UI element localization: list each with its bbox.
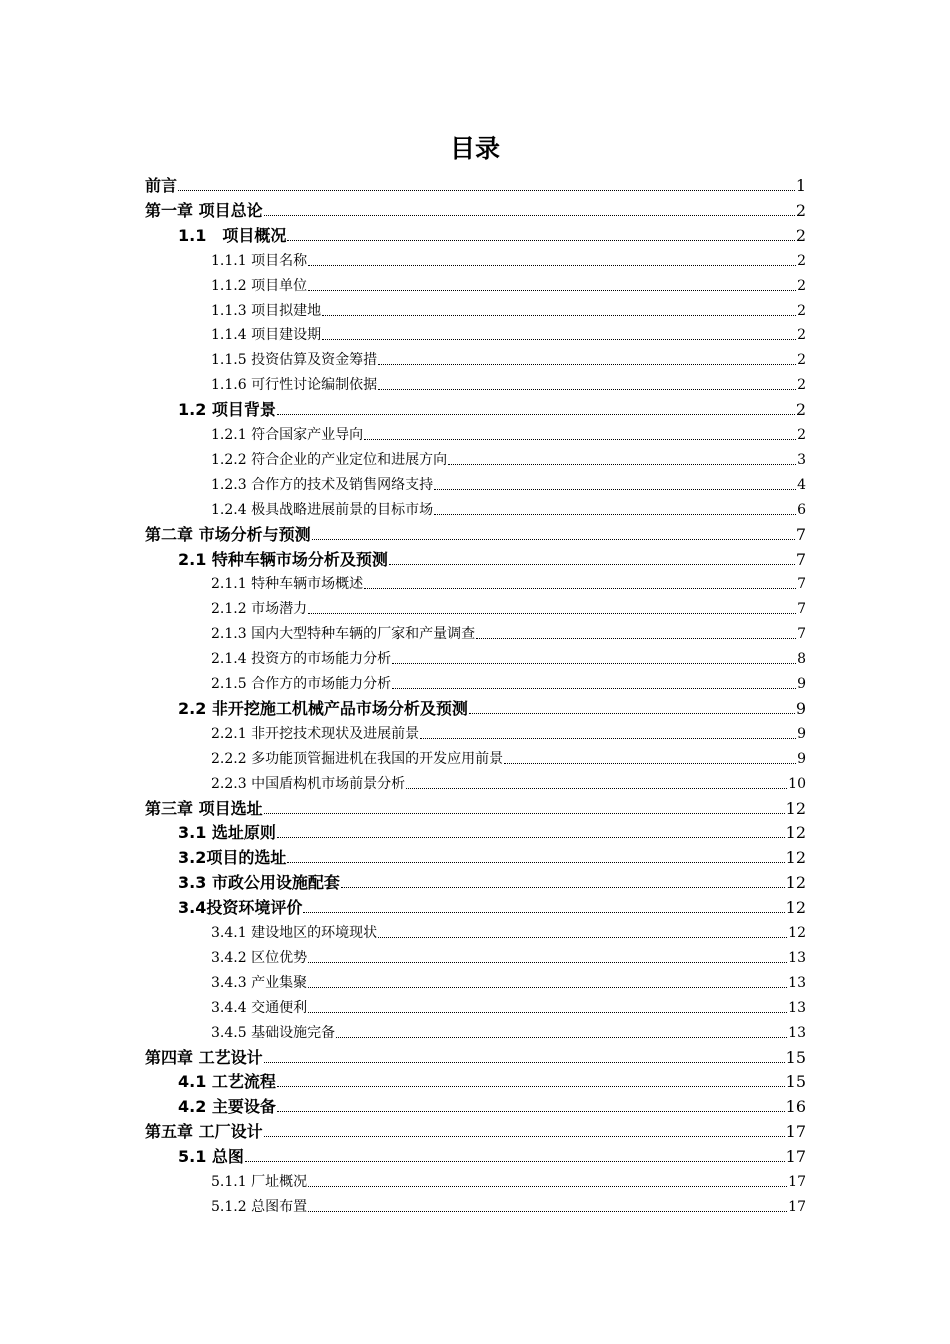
toc-entry-label: 2.2 非开挖施工机械产品市场分析及预测 <box>178 698 468 718</box>
dot-leader <box>287 240 794 241</box>
toc-entry[interactable] <box>178 1070 806 1094</box>
toc-entry-label: 第一章 项目总论 <box>145 200 263 220</box>
toc-entry[interactable] <box>211 323 806 347</box>
toc-entry-label: 1.2 项目背景 <box>178 400 276 420</box>
toc-entry-label: 3.1 选址原则 <box>178 823 276 843</box>
toc-title: 目录 <box>449 134 500 163</box>
toc-entry[interactable] <box>211 772 806 796</box>
toc-entry-page-number: 12 <box>785 873 806 893</box>
toc-entry-page-number: 13 <box>788 999 806 1016</box>
toc-entry-page-number: 2 <box>795 200 806 220</box>
dot-leader <box>312 539 795 540</box>
dot-leader <box>287 862 784 863</box>
toc-entry[interactable] <box>211 1170 806 1194</box>
toc-entry-page-number: 9 <box>797 725 806 742</box>
toc-entry[interactable] <box>211 299 806 323</box>
toc-entry-page-number: 2 <box>797 377 806 394</box>
dot-leader <box>264 1062 785 1063</box>
toc-entry-label: 2.1.3 国内大型特种车辆的厂家和产量调查 <box>211 626 476 643</box>
toc-entry-label: 1.1.4 项目建设期 <box>211 327 322 344</box>
toc-entry-label: 1.1.2 项目单位 <box>211 277 308 294</box>
toc-entry-page-number: 2 <box>795 400 806 420</box>
dot-leader <box>308 987 787 988</box>
toc-entry-page-number: 16 <box>785 1097 806 1117</box>
dot-leader <box>392 688 796 689</box>
toc-entry-page-number: 12 <box>785 848 806 868</box>
toc-entry-label: 1.1.1 项目名称 <box>211 252 308 269</box>
toc-entry[interactable] <box>145 1046 806 1070</box>
toc-entry-label: 1.1.6 可行性讨论编制依据 <box>211 377 378 394</box>
toc-entry[interactable] <box>178 548 806 572</box>
toc-entry-label: 2.1.2 市场潜力 <box>211 601 308 618</box>
toc-entry-label: 1.2.3 合作方的技术及销售网络支持 <box>211 476 434 493</box>
dot-leader <box>308 1012 787 1013</box>
toc-entry[interactable] <box>178 697 806 721</box>
toc-entry-label: 1.2.2 符合企业的产业定位和进展方向 <box>211 451 448 468</box>
toc-entry-page-number: 7 <box>795 549 806 569</box>
toc-entry-page-number: 17 <box>788 1174 806 1190</box>
toc-entry-page-number: 2 <box>797 252 806 269</box>
toc-entry-label: 第五章 工厂设计 <box>145 1122 263 1142</box>
toc-entry[interactable] <box>211 274 806 298</box>
toc-entry[interactable] <box>211 373 806 397</box>
dot-leader <box>277 837 785 838</box>
dot-leader <box>469 713 795 714</box>
toc-entry-label: 3.4.3 产业集聚 <box>211 974 308 991</box>
toc-entry-label: 3.4.1 建设地区的环境现状 <box>211 925 378 941</box>
toc-entry[interactable] <box>211 597 806 621</box>
toc-entry-label: 4.2 主要设备 <box>178 1097 276 1117</box>
toc-entry-label: 3.4.5 基础设施完备 <box>211 1024 336 1041</box>
dot-leader <box>322 339 796 340</box>
toc-entry-label: 5.1.1 厂址概况 <box>211 1174 308 1190</box>
dot-leader <box>364 439 796 440</box>
toc-entry-page-number: 2 <box>797 302 806 319</box>
toc-entry-page-number: 9 <box>795 698 806 718</box>
toc-entry-page-number: 13 <box>788 974 806 991</box>
toc-entry[interactable] <box>145 199 806 223</box>
toc-entry[interactable] <box>211 722 806 746</box>
toc-entry-label: 5.1.2 总图布置 <box>211 1198 308 1215</box>
toc-entry-page-number: 8 <box>797 651 806 668</box>
toc-entry-label: 1.2.1 符合国家产业导向 <box>211 427 364 443</box>
dot-leader <box>308 1186 787 1187</box>
toc-entry-label: 2.2.3 中国盾构机市场前景分析 <box>211 775 406 792</box>
toc-entry[interactable] <box>211 498 806 522</box>
dot-leader <box>264 215 795 216</box>
toc-entry-label: 第二章 市场分析与预测 <box>145 524 311 544</box>
dot-leader <box>303 912 784 913</box>
toc-entry-page-number: 12 <box>785 898 806 918</box>
toc-entry[interactable] <box>211 249 806 273</box>
dot-leader <box>178 190 795 191</box>
dot-leader <box>308 1211 787 1212</box>
dot-leader <box>336 1037 787 1038</box>
dot-leader <box>364 588 796 589</box>
dot-leader <box>448 464 796 465</box>
toc-entry[interactable] <box>178 224 806 248</box>
toc-entry[interactable] <box>211 348 806 372</box>
toc-entry-page-number: 1 <box>795 176 806 195</box>
toc-entry[interactable] <box>211 572 806 596</box>
dot-leader <box>476 638 796 639</box>
toc-entry[interactable] <box>178 821 806 845</box>
toc-entry[interactable] <box>178 1145 806 1169</box>
toc-entry-page-number: 7 <box>797 601 806 618</box>
toc-entry-label: 1.1.3 项目拟建地 <box>211 302 322 319</box>
toc-entry[interactable] <box>211 1021 806 1045</box>
toc-entry-page-number: 2 <box>797 427 806 443</box>
toc-entry-page-number: 2 <box>797 277 806 294</box>
dot-leader <box>341 887 785 888</box>
dot-leader <box>308 962 787 963</box>
toc-entry-page-number: 12 <box>785 798 806 818</box>
toc-entry-label: 3.4.4 交通便利 <box>211 999 308 1016</box>
toc-entry-label: 1.1.5 投资估算及资金筹措 <box>211 352 378 369</box>
toc-entry-page-number: 12 <box>785 823 806 843</box>
toc-entry-label: 2.1.4 投资方的市场能力分析 <box>211 651 392 668</box>
toc-entry-label: 1.1 项目概况 <box>178 225 287 245</box>
toc-entry-page-number: 15 <box>785 1072 806 1092</box>
toc-entry[interactable] <box>211 996 806 1020</box>
dot-leader <box>308 290 796 291</box>
dot-leader <box>277 1111 785 1112</box>
toc-entry-page-number: 2 <box>797 352 806 369</box>
toc-entry-page-number: 13 <box>788 1024 806 1041</box>
toc-entry-label: 3.2项目的选址 <box>178 848 287 868</box>
toc-entry-page-number: 9 <box>797 750 806 767</box>
toc-entry-page-number: 12 <box>788 925 806 941</box>
toc-entry-page-number: 7 <box>795 524 806 544</box>
toc-entry[interactable] <box>145 174 806 198</box>
dot-leader <box>277 414 795 415</box>
toc-entry-page-number: 2 <box>797 327 806 344</box>
toc-entry-page-number: 7 <box>797 626 806 643</box>
toc-entry[interactable] <box>211 946 806 970</box>
dot-leader <box>406 788 787 789</box>
toc-entry-page-number: 9 <box>797 676 806 692</box>
toc-entry[interactable] <box>211 473 806 497</box>
toc-entry[interactable] <box>211 921 806 945</box>
toc-entry-label: 第三章 项目选址 <box>145 798 263 818</box>
toc-entry-label: 5.1 总图 <box>178 1147 244 1167</box>
toc-entry[interactable] <box>145 1120 806 1144</box>
toc-entry[interactable] <box>178 846 806 870</box>
dot-leader <box>322 315 796 316</box>
toc-entry[interactable] <box>211 647 806 671</box>
toc-entry-label: 3.4.2 区位优势 <box>211 949 308 966</box>
toc-entry[interactable] <box>211 971 806 995</box>
toc-entry[interactable] <box>178 398 806 422</box>
dot-leader <box>264 813 785 814</box>
toc-entry-label: 第四章 工艺设计 <box>145 1047 263 1067</box>
dot-leader <box>434 489 796 490</box>
dot-leader <box>308 265 796 266</box>
toc-entry[interactable] <box>211 423 806 447</box>
dot-leader <box>389 564 795 565</box>
toc-entry-label: 4.1 工艺流程 <box>178 1072 276 1092</box>
toc-entry-page-number: 17 <box>785 1147 806 1167</box>
toc-entry[interactable] <box>211 622 806 646</box>
toc-entry[interactable] <box>178 871 806 895</box>
toc-entry-page-number: 3 <box>797 451 806 468</box>
toc-entry-page-number: 2 <box>795 225 806 245</box>
toc-entry-page-number: 15 <box>785 1047 806 1067</box>
dot-leader <box>277 1086 785 1087</box>
dot-leader <box>392 663 796 664</box>
toc-entry[interactable] <box>178 1095 806 1119</box>
toc-entry[interactable] <box>145 797 806 821</box>
toc-entry-label: 1.2.4 极具战略进展前景的目标市场 <box>211 501 434 518</box>
dot-leader <box>264 1136 785 1137</box>
toc-entry[interactable] <box>211 448 806 472</box>
toc-entry-label: 2.1.1 特种车辆市场概述 <box>211 576 364 593</box>
toc-entry-label: 3.3 市政公用设施配套 <box>178 873 340 893</box>
dot-leader <box>308 613 796 614</box>
dot-leader <box>378 364 796 365</box>
toc-entry-page-number: 7 <box>797 576 806 593</box>
toc-entry-label: 3.4投资环境评价 <box>178 898 303 918</box>
toc-entry-label: 2.1.5 合作方的市场能力分析 <box>211 676 392 692</box>
toc-entry-label: 2.2.1 非开挖技术现状及进展前景 <box>211 725 420 742</box>
toc-entry-page-number: 17 <box>788 1198 806 1215</box>
toc-entry-label: 2.1 特种车辆市场分析及预测 <box>178 549 388 569</box>
toc-entry-page-number: 4 <box>797 476 806 493</box>
dot-leader <box>245 1161 785 1162</box>
toc-entry[interactable] <box>145 523 806 547</box>
dot-leader <box>504 763 796 764</box>
toc-entry-page-number: 17 <box>785 1122 806 1142</box>
toc-entry-label: 2.2.2 多功能顶管掘进机在我国的开发应用前景 <box>211 750 504 767</box>
dot-leader <box>378 937 787 938</box>
toc-entry[interactable] <box>178 896 806 920</box>
toc-entry[interactable] <box>211 1195 806 1219</box>
dot-leader <box>420 738 796 739</box>
toc-entry-page-number: 10 <box>788 775 806 792</box>
dot-leader <box>378 389 796 390</box>
dot-leader <box>434 514 796 515</box>
toc-entry-page-number: 13 <box>788 949 806 966</box>
toc-entry-label: 前言 <box>145 176 178 195</box>
toc-entry-page-number: 6 <box>797 501 806 518</box>
toc-entry[interactable] <box>211 747 806 771</box>
toc-entry[interactable] <box>211 672 806 696</box>
